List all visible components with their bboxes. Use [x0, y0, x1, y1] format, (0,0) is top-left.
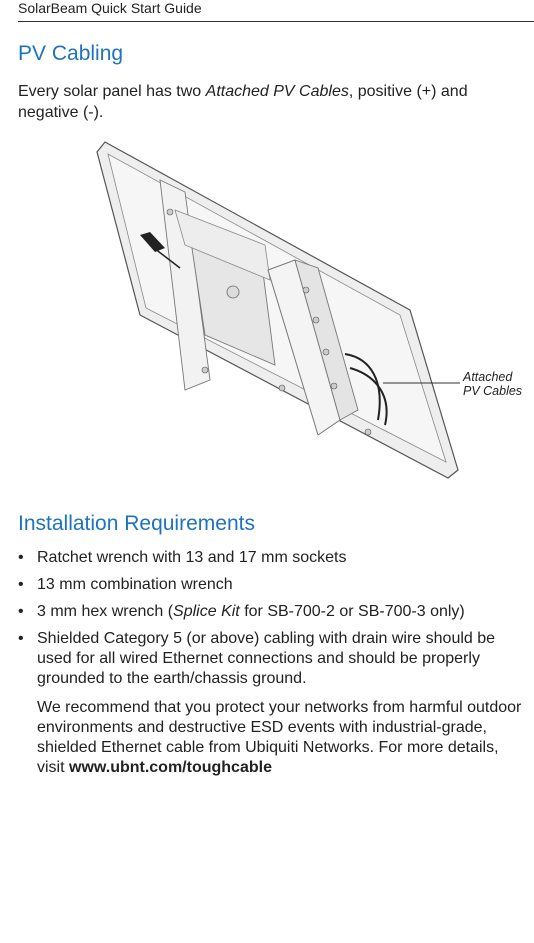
center-bolt [227, 286, 239, 298]
installation-heading: Installation Requirements [18, 512, 255, 535]
item-text: Ratchet wrench with 13 and 17 mm sockets [37, 549, 347, 566]
header-title: SolarBeam Quick Start Guide [18, 0, 202, 16]
item-text: Shielded Category 5 (or above) cabling with drain wire should be used for all wired Ethernet connections and should be properly grounded to the earth/chassis ground. [37, 630, 496, 687]
bullet: • [18, 603, 24, 620]
item-text-end: for SB-700-2 or SB-700-3 only) [239, 603, 465, 620]
solar-panel-illustration [0, 140, 534, 485]
intro-text-end: , positive (+) and negative (-). [18, 83, 468, 121]
list-item [18, 575, 528, 595]
header-divider [18, 21, 534, 22]
bullet: • [18, 630, 24, 647]
list-item [18, 602, 528, 622]
recommendation-paragraph [37, 698, 527, 778]
intro-emphasis: Attached PV Cables [205, 83, 349, 100]
item-text-start: 3 mm hex wrench ( [37, 603, 174, 620]
pv-cabling-intro [18, 81, 498, 123]
list-item [18, 548, 528, 568]
pv-cabling-heading: PV Cabling [18, 42, 124, 65]
bullet: • [18, 576, 24, 593]
toughcable-link[interactable]: www.ubnt.com/toughcable [69, 759, 272, 776]
item-emphasis: Splice Kit [173, 603, 240, 620]
bullet: • [18, 549, 24, 566]
intro-text-start: Every solar panel has two [18, 83, 206, 100]
list-item [18, 629, 528, 689]
callout-label [463, 370, 522, 398]
item-text: 13 mm combination wrench [37, 576, 233, 593]
requirements-list [18, 548, 528, 696]
solar-panel-figure [0, 140, 534, 485]
callout-line-2: PV Cables [463, 384, 523, 398]
recommendation-text: We recommend that you protect your networks from harmful outdoor environments and destructive ESD events with industrial-grade, shielded Ethernet cable from Ubiquiti Networks. For more details, visit [37, 699, 522, 776]
callout-line-1: Attached [463, 370, 513, 384]
